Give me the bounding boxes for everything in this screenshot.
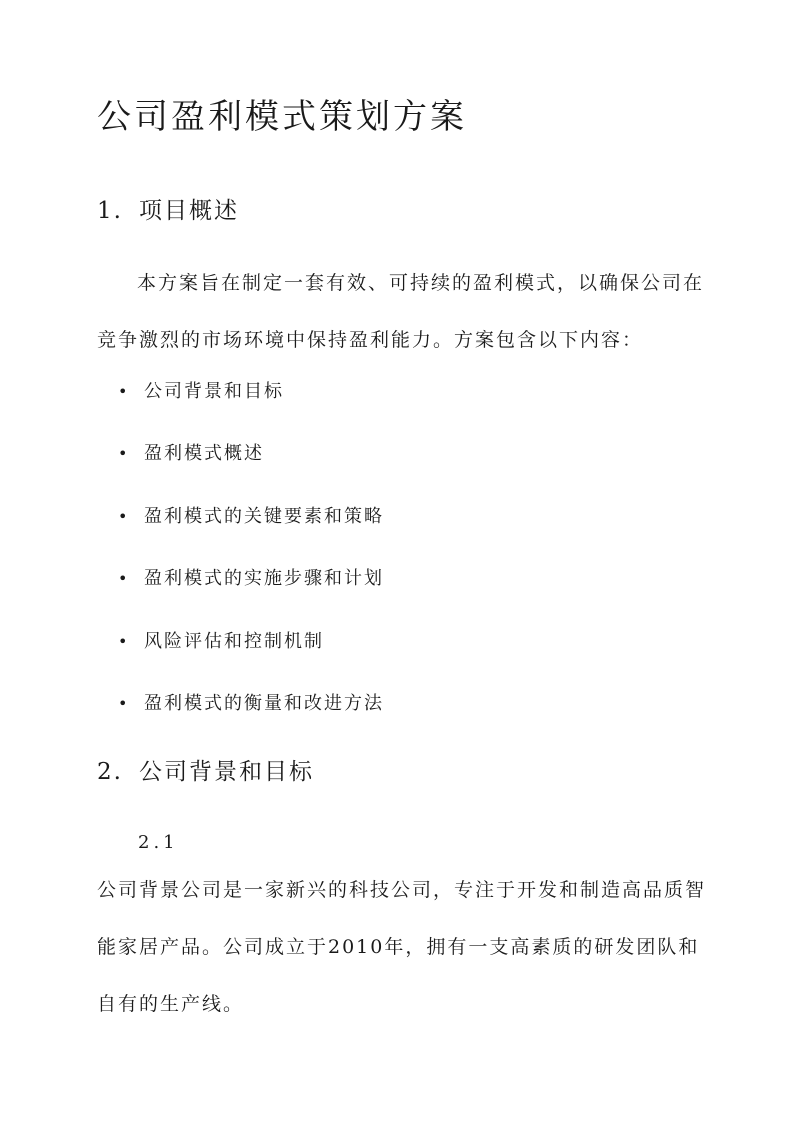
bullet-icon: • [118,382,130,401]
section-heading-background [97,754,314,790]
bullet-icon: • [118,631,130,651]
bullet-icon: • [118,569,130,589]
bullet-icon: • [118,444,130,464]
list-item [118,553,384,615]
section-title: 项目概述 [139,198,239,224]
background-paragraph: 公司背景公司是一家新兴的科技公司，专注于开发和制造高品质智能家居产品。公司成立于2010年，拥有一支高素质的研发团队和自有的生产线。 [97,879,707,1015]
list-item-text: 风险评估和控制机制 [144,630,324,652]
list-item [118,491,384,553]
list-item-text: 盈利模式的实施步骤和计划 [144,568,384,590]
document-title: 公司盈利模式策划方案 [97,97,467,137]
list-item [118,678,384,740]
list-item-text: 公司背景和目标 [144,381,284,402]
list-item-text: 盈利模式的关键要素和策略 [144,505,384,527]
overview-contents-list [118,366,384,740]
list-item-text: 盈利模式的衡量和改进方法 [144,692,384,714]
overview-intro-paragraph: 本方案旨在制定一套有效、可持续的盈利模式，以确保公司在竞争激烈的市场环境中保持盈利能力。方案包含以下内容： [97,272,705,351]
list-item [118,366,384,428]
section-heading-overview [97,193,239,229]
list-item-text: 盈利模式概述 [144,443,264,465]
section-number: 1. [97,198,123,224]
section-number: 2. [97,759,123,785]
list-item [118,428,384,490]
bullet-icon: • [118,506,130,526]
section-title: 公司背景和目标 [139,759,314,785]
bullet-icon: • [118,693,130,713]
subsection-number: 2.1 [138,832,179,853]
list-item [118,616,384,678]
